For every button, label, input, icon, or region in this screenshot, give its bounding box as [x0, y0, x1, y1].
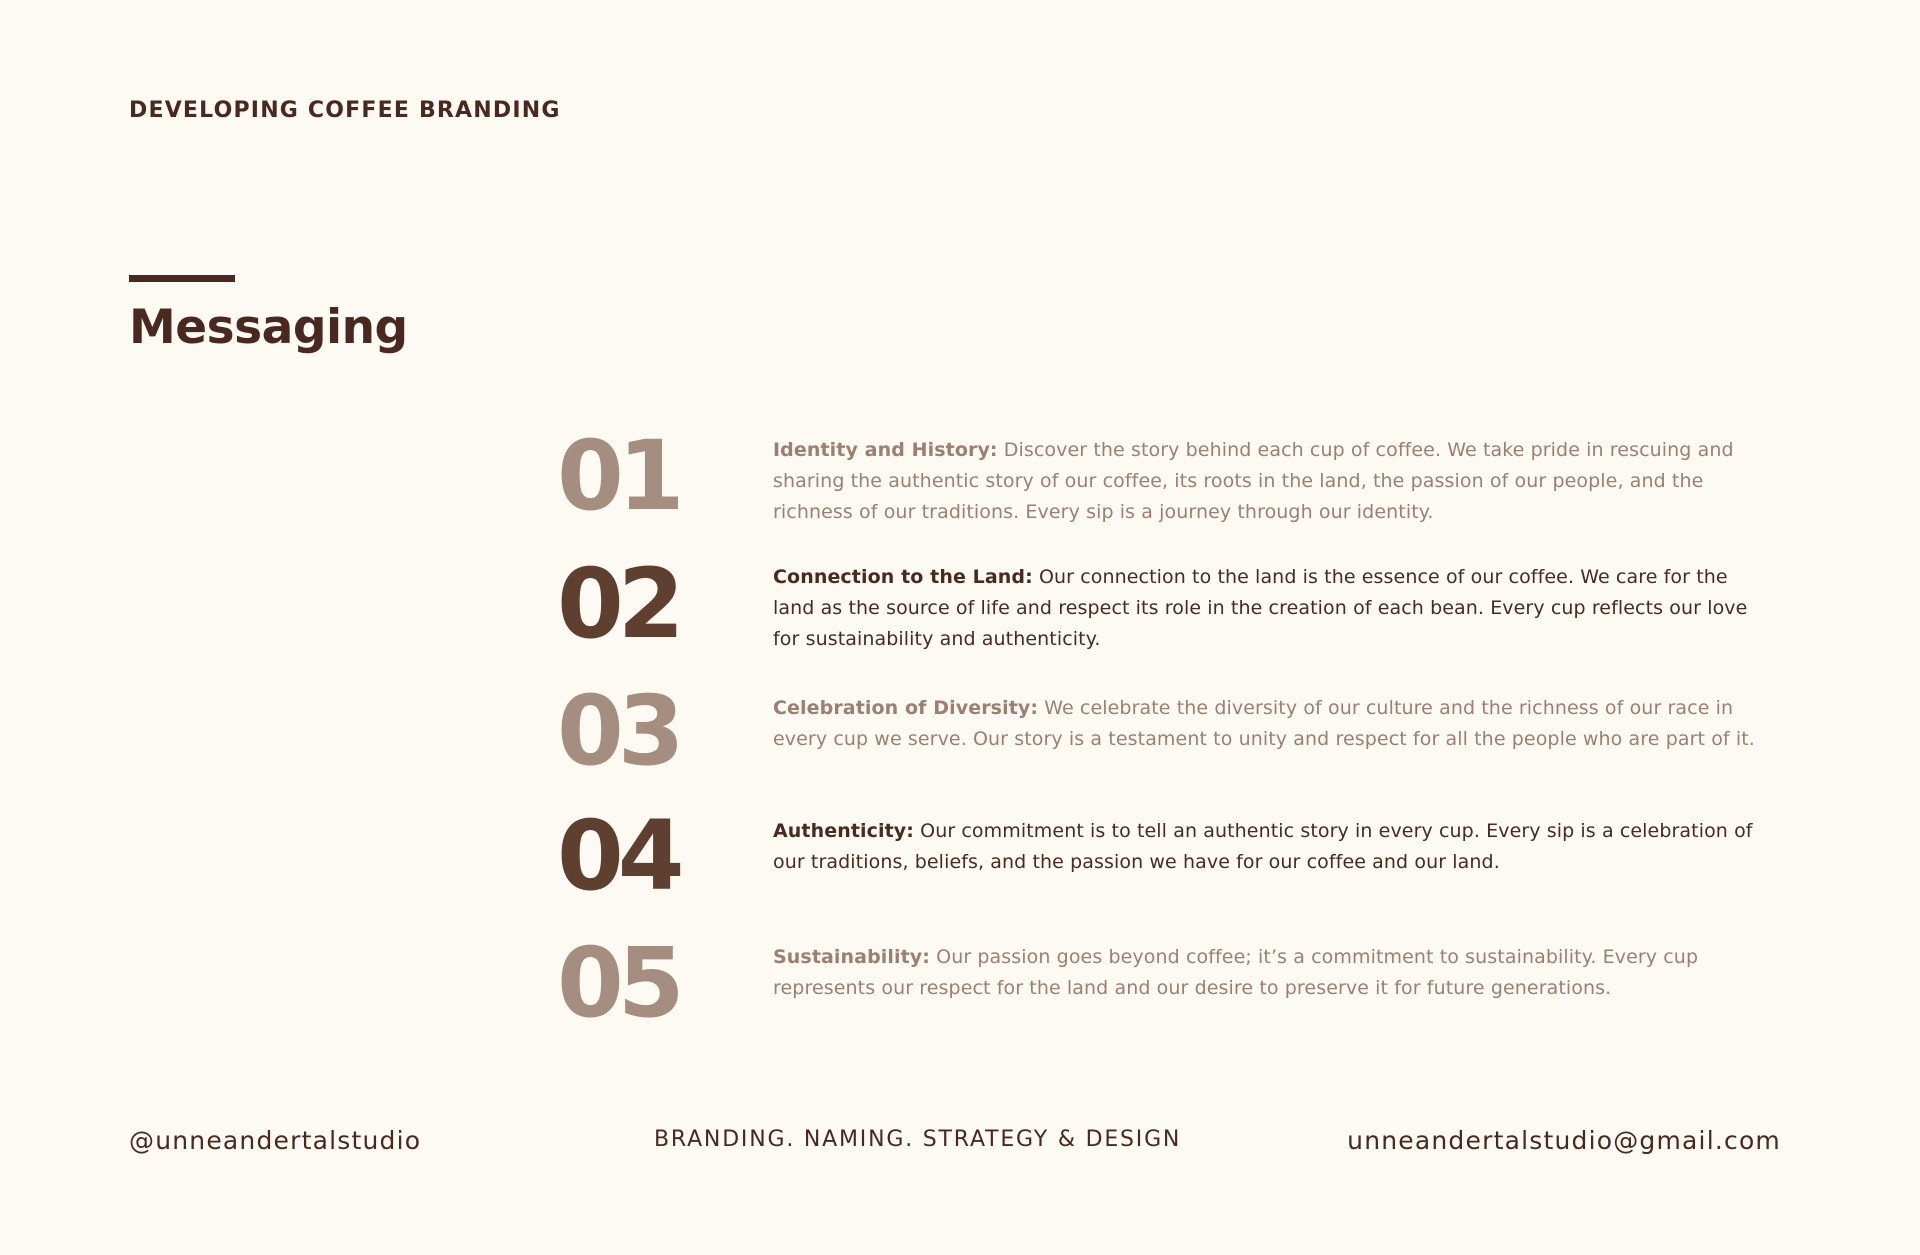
item-text: [773, 562, 1758, 655]
item-number: 03: [557, 675, 679, 787]
item-body: Our connection to the land is the essence of our coffee. We care for the land as the source of life and respect its role in the creation of each bean. Every cup reflects our love for sustainability and authenticity.: [773, 566, 1748, 650]
header-label: DEVELOPING COFFEE BRANDING: [129, 98, 561, 123]
item-body: Our passion goes beyond coffee; it’s a commitment to sustainability. Every cup represents our respect for the land and our desire to preserve it for future generations.: [773, 946, 1699, 999]
section-title: Messaging: [129, 300, 408, 355]
item-text: [773, 816, 1758, 878]
footer-handle[interactable]: @unneandertalstudio: [129, 1126, 422, 1155]
item-body: We celebrate the diversity of our culture and the richness of our race in every cup we serve. Our story is a testament to unity and respect for all the people who are part of it.: [773, 697, 1755, 750]
item-text: [773, 942, 1758, 1004]
item-body: Discover the story behind each cup of coffee. We take pride in rescuing and sharing the authentic story of our coffee, its roots in the land, the passion of our people, and the richness of our traditions. Every sip is a journey through our identity.: [773, 439, 1734, 523]
item-heading: Identity and History:: [773, 439, 998, 461]
item-heading: Celebration of Diversity:: [773, 697, 1039, 719]
item-number: 02: [557, 548, 679, 660]
item-number: 04: [557, 800, 679, 912]
item-number: 01: [557, 420, 679, 532]
item-heading: Sustainability:: [773, 946, 930, 968]
title-rule: [129, 275, 235, 282]
item-heading: Connection to the Land:: [773, 566, 1033, 588]
item-body: Our commitment is to tell an authentic story in every cup. Every sip is a celebration of our traditions, beliefs, and the passion we have for our coffee and our land.: [773, 820, 1753, 873]
footer-tagline: BRANDING. NAMING. STRATEGY & DESIGN: [654, 1127, 1182, 1152]
item-text: [773, 693, 1758, 755]
item-number: 05: [557, 927, 679, 1039]
item-text: [773, 435, 1758, 528]
footer-email[interactable]: unneandertalstudio@gmail.com: [1347, 1126, 1781, 1155]
item-heading: Authenticity:: [773, 820, 914, 842]
